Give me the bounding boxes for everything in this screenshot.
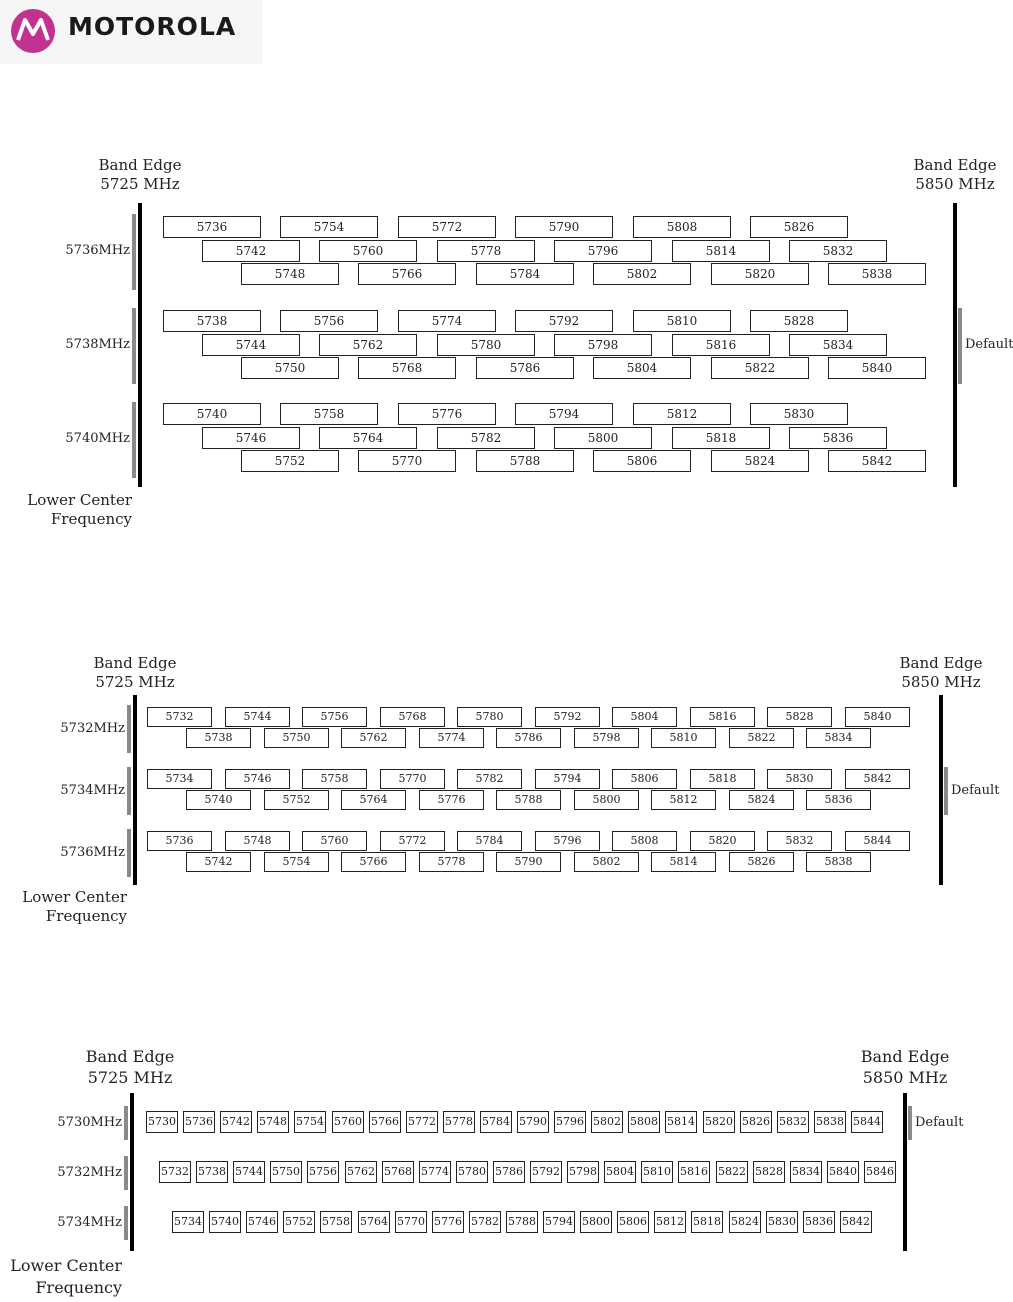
band-edge-right-line — [903, 1093, 907, 1251]
channel-box: 5812 — [654, 1211, 686, 1233]
channel-box: 5742 — [186, 852, 251, 872]
channel-box: 5812 — [651, 790, 716, 810]
channel-box: 5746 — [246, 1211, 278, 1233]
channel-box: 5780 — [457, 707, 522, 727]
channel-box: 5812 — [633, 403, 731, 425]
band-edge-right-label: Band Edge 5850 MHz — [899, 654, 983, 691]
channel-box: 5802 — [574, 852, 639, 872]
channel-box: 5844 — [845, 831, 910, 851]
channel-box: 5770 — [358, 450, 456, 472]
channel-box: 5760 — [319, 240, 417, 262]
channel-box: 5750 — [241, 357, 339, 379]
channel-box: 5802 — [591, 1111, 623, 1133]
channel-box: 5820 — [711, 263, 809, 285]
channel-box: 5834 — [806, 728, 871, 748]
channel-box: 5802 — [593, 263, 691, 285]
channel-box: 5824 — [711, 450, 809, 472]
channel-box: 5764 — [358, 1211, 390, 1233]
channel-box: 5774 — [419, 728, 484, 748]
channel-box: 5826 — [740, 1111, 772, 1133]
channel-box: 5764 — [341, 790, 406, 810]
channel-box: 5752 — [264, 790, 329, 810]
channel-box: 5816 — [690, 707, 755, 727]
row-label: 5736MHz — [60, 845, 125, 860]
channel-box: 5750 — [270, 1161, 302, 1183]
channel-box: 5794 — [535, 769, 600, 789]
channel-box: 5820 — [690, 831, 755, 851]
channel-box: 5740 — [209, 1211, 241, 1233]
channel-box: 5800 — [580, 1211, 612, 1233]
channel-box: 5784 — [480, 1111, 512, 1133]
channel-box: 5798 — [574, 728, 639, 748]
channel-box: 5762 — [319, 334, 417, 356]
channel-box: 5768 — [358, 357, 456, 379]
channel-box: 5792 — [515, 310, 613, 332]
channel-box: 5758 — [320, 1211, 352, 1233]
band-edge-left-label: Band Edge 5725 MHz — [93, 654, 177, 691]
channel-box: 5776 — [398, 403, 496, 425]
channel-box: 5804 — [593, 357, 691, 379]
channel-box: 5754 — [280, 216, 378, 238]
channel-box: 5740 — [163, 403, 261, 425]
channel-box: 5836 — [789, 427, 887, 449]
channel-box: 5836 — [806, 790, 871, 810]
row-label: 5738MHz — [65, 337, 130, 352]
channel-box: 5736 — [147, 831, 212, 851]
channel-box: 5840 — [845, 707, 910, 727]
channel-box: 5756 — [280, 310, 378, 332]
default-grip — [908, 1106, 912, 1140]
channel-box: 5756 — [302, 707, 367, 727]
channel-box: 5798 — [567, 1161, 599, 1183]
channel-box: 5752 — [241, 450, 339, 472]
band-edge-left-line — [130, 1093, 134, 1251]
channel-box: 5732 — [159, 1161, 191, 1183]
channel-box: 5766 — [369, 1111, 401, 1133]
channel-box: 5818 — [691, 1211, 723, 1233]
channel-box: 5842 — [840, 1211, 872, 1233]
channel-box: 5774 — [419, 1161, 451, 1183]
channel-box: 5814 — [651, 852, 716, 872]
channel-box: 5810 — [633, 310, 731, 332]
channel-box: 5798 — [554, 334, 652, 356]
channel-box: 5760 — [302, 831, 367, 851]
row-label: 5734MHz — [60, 783, 125, 798]
channel-box: 5826 — [750, 216, 848, 238]
channel-box: 5736 — [183, 1111, 215, 1133]
channel-box: 5754 — [264, 852, 329, 872]
row-label: 5740MHz — [65, 431, 130, 446]
channel-box: 5738 — [163, 310, 261, 332]
channel-box: 5810 — [641, 1161, 673, 1183]
channel-box: 5766 — [341, 852, 406, 872]
channel-box: 5764 — [319, 427, 417, 449]
channel-box: 5808 — [628, 1111, 660, 1133]
channel-box: 5808 — [633, 216, 731, 238]
channel-box: 5784 — [457, 831, 522, 851]
channel-box: 5822 — [711, 357, 809, 379]
channel-box: 5756 — [307, 1161, 339, 1183]
channel-box: 5834 — [789, 334, 887, 356]
channel-box: 5778 — [437, 240, 535, 262]
channel-box: 5824 — [729, 1211, 761, 1233]
row-grip — [124, 1206, 128, 1240]
channel-box: 5786 — [493, 1161, 525, 1183]
channel-box: 5820 — [703, 1111, 735, 1133]
channel-box: 5832 — [789, 240, 887, 262]
channel-box: 5730 — [146, 1111, 178, 1133]
channel-box: 5828 — [753, 1161, 785, 1183]
channel-box: 5830 — [750, 403, 848, 425]
channel-box: 5788 — [506, 1211, 538, 1233]
channel-box: 5796 — [554, 240, 652, 262]
channel-box: 5842 — [828, 450, 926, 472]
channel-box: 5740 — [186, 790, 251, 810]
channel-box: 5760 — [332, 1111, 364, 1133]
channel-box: 5778 — [443, 1111, 475, 1133]
channel-box: 5772 — [398, 216, 496, 238]
channel-box: 5788 — [476, 450, 574, 472]
channel-box: 5830 — [766, 1211, 798, 1233]
channel-box: 5822 — [729, 728, 794, 748]
channel-box: 5744 — [225, 707, 290, 727]
channel-box: 5738 — [196, 1161, 228, 1183]
band-edge-right-label: Band Edge 5850 MHz — [860, 1047, 950, 1087]
row-grip — [124, 1156, 128, 1190]
channel-box: 5790 — [517, 1111, 549, 1133]
channel-box: 5796 — [554, 1111, 586, 1133]
channel-box: 5838 — [806, 852, 871, 872]
channel-box: 5790 — [496, 852, 561, 872]
channel-box: 5778 — [419, 852, 484, 872]
channel-box: 5842 — [845, 769, 910, 789]
channel-box: 5814 — [672, 240, 770, 262]
default-label: Default — [915, 1115, 964, 1130]
channel-box: 5816 — [672, 334, 770, 356]
channel-box: 5748 — [241, 263, 339, 285]
row-label: 5730MHz — [57, 1115, 122, 1130]
channel-box: 5782 — [457, 769, 522, 789]
channel-box: 5748 — [257, 1111, 289, 1133]
channel-box: 5744 — [233, 1161, 265, 1183]
channel-box: 5792 — [535, 707, 600, 727]
channel-box: 5786 — [496, 728, 561, 748]
channel-box: 5772 — [380, 831, 445, 851]
channel-box: 5754 — [294, 1111, 326, 1133]
channel-box: 5734 — [172, 1211, 204, 1233]
channel-box: 5822 — [716, 1161, 748, 1183]
channel-box: 5804 — [612, 707, 677, 727]
channel-box: 5738 — [186, 728, 251, 748]
band-edge-left-label: Band Edge 5725 MHz — [85, 1047, 175, 1087]
channel-box: 5742 — [220, 1111, 252, 1133]
channel-box: 5826 — [729, 852, 794, 872]
channel-box: 5830 — [767, 769, 832, 789]
channel-box: 5818 — [672, 427, 770, 449]
row-label: 5734MHz — [57, 1215, 122, 1230]
channel-box: 5744 — [202, 334, 300, 356]
channel-box: 5794 — [515, 403, 613, 425]
channel-box: 5836 — [803, 1211, 835, 1233]
channel-box: 5758 — [302, 769, 367, 789]
channel-box: 5808 — [612, 831, 677, 851]
channel-box: 5758 — [280, 403, 378, 425]
channel-box: 5782 — [469, 1211, 501, 1233]
channel-box: 5794 — [543, 1211, 575, 1233]
channel-box: 5746 — [202, 427, 300, 449]
row-label: 5732MHz — [57, 1165, 122, 1180]
channel-box: 5790 — [515, 216, 613, 238]
channel-box: 5840 — [828, 357, 926, 379]
channel-box: 5770 — [380, 769, 445, 789]
channel-box: 5834 — [790, 1161, 822, 1183]
channel-box: 5762 — [345, 1161, 377, 1183]
channel-box: 5776 — [432, 1211, 464, 1233]
channel-box: 5796 — [535, 831, 600, 851]
channel-box: 5780 — [437, 334, 535, 356]
row-label: 5736MHz — [65, 243, 130, 258]
channel-box: 5732 — [147, 707, 212, 727]
channel-box: 5832 — [767, 831, 832, 851]
row-label: 5732MHz — [60, 721, 125, 736]
channel-box: 5782 — [437, 427, 535, 449]
channel-box: 5810 — [651, 728, 716, 748]
default-label: Default — [965, 337, 1013, 352]
lower-center-frequency-label: Lower Center Frequency — [10, 1256, 122, 1297]
channel-box: 5786 — [476, 357, 574, 379]
channel-box: 5816 — [678, 1161, 710, 1183]
channel-box: 5806 — [617, 1211, 649, 1233]
channel-box: 5768 — [382, 1161, 414, 1183]
channel-box: 5828 — [750, 310, 848, 332]
band-edge-left-label: Band Edge 5725 MHz — [98, 156, 182, 193]
channel-box: 5838 — [814, 1111, 846, 1133]
channel-box: 5800 — [554, 427, 652, 449]
channel-box: 5800 — [574, 790, 639, 810]
channel-box: 5806 — [593, 450, 691, 472]
channel-box: 5768 — [380, 707, 445, 727]
lower-center-frequency-label: Lower Center Frequency — [27, 491, 132, 528]
channel-box: 5814 — [665, 1111, 697, 1133]
channel-box: 5846 — [864, 1161, 896, 1183]
channel-box: 5784 — [476, 263, 574, 285]
channel-box: 5734 — [147, 769, 212, 789]
channel-box: 5806 — [612, 769, 677, 789]
channel-box: 5762 — [341, 728, 406, 748]
channel-box: 5736 — [163, 216, 261, 238]
channel-box: 5776 — [419, 790, 484, 810]
channel-box: 5742 — [202, 240, 300, 262]
channel-box: 5844 — [851, 1111, 883, 1133]
default-label: Default — [951, 783, 1000, 798]
channel-box: 5774 — [398, 310, 496, 332]
channel-box: 5752 — [283, 1211, 315, 1233]
channel-box: 5838 — [828, 263, 926, 285]
logo-wordmark: MOTOROLA — [68, 12, 237, 41]
channel-box: 5832 — [777, 1111, 809, 1133]
channel-box: 5788 — [496, 790, 561, 810]
channel-box: 5804 — [604, 1161, 636, 1183]
band-edge-right-label: Band Edge 5850 MHz — [913, 156, 997, 193]
channel-box: 5780 — [456, 1161, 488, 1183]
channel-box: 5818 — [690, 769, 755, 789]
channel-box: 5840 — [827, 1161, 859, 1183]
channel-box: 5766 — [358, 263, 456, 285]
channel-box: 5792 — [530, 1161, 562, 1183]
lower-center-frequency-label: Lower Center Frequency — [22, 888, 127, 925]
channel-box: 5828 — [767, 707, 832, 727]
row-grip — [124, 1106, 128, 1140]
channel-box: 5824 — [729, 790, 794, 810]
channel-box: 5772 — [406, 1111, 438, 1133]
channel-box: 5770 — [395, 1211, 427, 1233]
channel-box: 5750 — [264, 728, 329, 748]
channel-box: 5746 — [225, 769, 290, 789]
channel-box: 5748 — [225, 831, 290, 851]
